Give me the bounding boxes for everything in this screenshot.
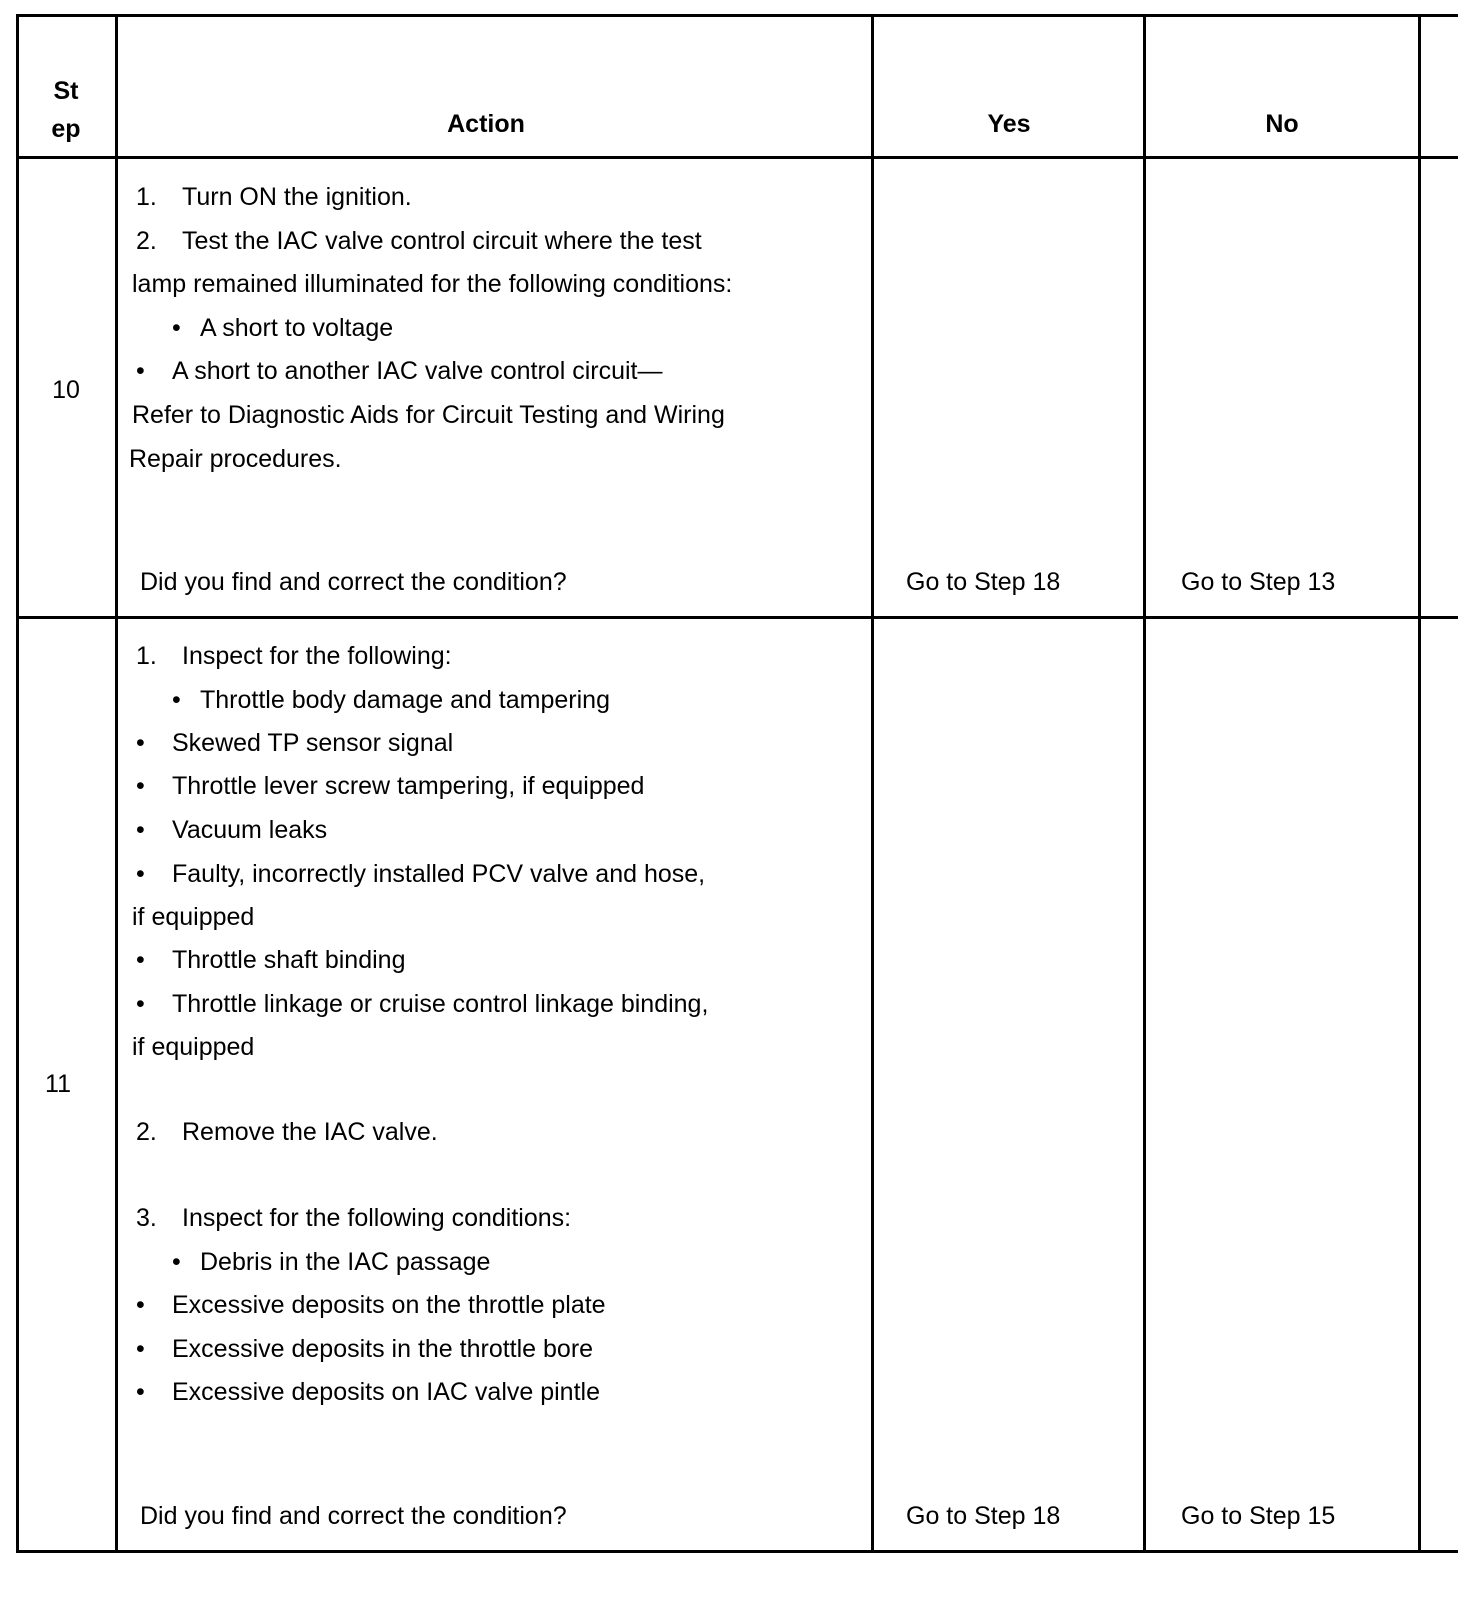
action-line xyxy=(136,728,453,758)
action-text: A short to voltage xyxy=(200,314,394,342)
header-step xyxy=(16,72,116,148)
header-no: No xyxy=(1265,110,1299,138)
action-text: Vacuum leaks xyxy=(172,816,328,844)
action-text: A short to another IAC valve control circuit— xyxy=(172,357,663,385)
row-divider xyxy=(16,616,1458,619)
action-text: if equipped xyxy=(132,903,255,931)
action-line xyxy=(172,685,610,715)
action-text: Test the IAC valve control circuit where the test xyxy=(182,227,702,255)
action-line xyxy=(132,1032,254,1062)
action-line xyxy=(132,400,725,430)
header-action: Action xyxy=(447,110,525,138)
action-line xyxy=(136,945,405,975)
col-divider-step xyxy=(115,14,118,1553)
action-text: Throttle body damage and tampering xyxy=(200,686,610,714)
bullet-marker: • xyxy=(136,772,145,800)
list-marker: 1. xyxy=(136,183,157,211)
yes-result: Go to Step 18 xyxy=(906,568,1061,596)
question-text: Did you find and correct the condition? xyxy=(140,568,567,596)
list-marker: 2. xyxy=(136,1118,157,1146)
bullet-marker: • xyxy=(136,946,145,974)
col-divider-action xyxy=(871,14,874,1553)
list-marker: 1. xyxy=(136,642,157,670)
col-divider-yes xyxy=(1143,14,1146,1553)
list-marker: 2. xyxy=(136,227,157,255)
action-line xyxy=(136,356,663,386)
bullet-marker: • xyxy=(136,729,145,757)
bullet-marker: • xyxy=(136,1335,145,1363)
header-yes: Yes xyxy=(987,110,1031,138)
header-divider xyxy=(16,156,1458,159)
step-number: 11 xyxy=(45,1070,71,1098)
action-line xyxy=(136,815,327,845)
action-text: if equipped xyxy=(132,1033,255,1061)
bullet-marker: • xyxy=(136,990,145,1018)
action-line xyxy=(136,1334,593,1364)
action-line xyxy=(136,226,702,256)
bullet-marker: • xyxy=(136,816,145,844)
action-line xyxy=(136,1377,600,1407)
header-step-top: St xyxy=(53,77,79,105)
action-text: Excessive deposits on IAC valve pintle xyxy=(172,1378,600,1406)
question-text: Did you find and correct the condition? xyxy=(140,1502,567,1530)
action-line xyxy=(136,859,705,889)
action-text: Throttle linkage or cruise control linkage binding, xyxy=(172,990,709,1018)
bullet-marker: • xyxy=(172,686,181,714)
no-result: Go to Step 13 xyxy=(1181,568,1336,596)
bullet-marker: • xyxy=(136,1291,145,1319)
table-border-left xyxy=(16,14,19,1553)
bullet-marker: • xyxy=(136,1378,145,1406)
bullet-marker: • xyxy=(172,314,181,342)
table-border-right xyxy=(1418,14,1421,1553)
action-line xyxy=(136,641,452,671)
header-step-bottom: ep xyxy=(51,115,81,143)
action-text: Inspect for the following conditions: xyxy=(182,1204,572,1232)
action-text: Debris in the IAC passage xyxy=(200,1248,491,1276)
action-text: Skewed TP sensor signal xyxy=(172,729,454,757)
bullet-marker: • xyxy=(136,357,145,385)
table-border-top xyxy=(16,14,1458,17)
action-text: Excessive deposits on the throttle plate xyxy=(172,1291,606,1319)
action-line xyxy=(136,1290,606,1320)
action-line xyxy=(136,989,708,1019)
action-line xyxy=(132,902,254,932)
no-result: Go to Step 15 xyxy=(1181,1502,1336,1530)
list-marker: 3. xyxy=(136,1204,157,1232)
action-line xyxy=(129,444,342,474)
action-text: Faulty, incorrectly installed PCV valve and hose, xyxy=(172,860,706,888)
step-number: 10 xyxy=(52,376,80,404)
action-line xyxy=(136,182,412,212)
action-text: Throttle shaft binding xyxy=(172,946,406,974)
table-border-bottom xyxy=(16,1550,1458,1553)
action-text: Throttle lever screw tampering, if equipped xyxy=(172,772,645,800)
action-text: Excessive deposits in the throttle bore xyxy=(172,1335,594,1363)
bullet-marker: • xyxy=(136,860,145,888)
diagnostic-table xyxy=(16,14,1458,1594)
action-text: Remove the IAC valve. xyxy=(182,1118,438,1146)
action-line xyxy=(172,313,393,343)
action-text: Repair procedures. xyxy=(129,445,342,473)
action-line xyxy=(132,269,732,299)
action-line xyxy=(172,1247,490,1277)
bullet-marker: • xyxy=(172,1248,181,1276)
action-line xyxy=(136,771,644,801)
yes-result: Go to Step 18 xyxy=(906,1502,1061,1530)
action-line xyxy=(136,1203,571,1233)
action-text: lamp remained illuminated for the following conditions: xyxy=(132,270,733,298)
action-text: Inspect for the following: xyxy=(182,642,452,670)
action-text: Refer to Diagnostic Aids for Circuit Testing and Wiring xyxy=(132,401,725,429)
action-line xyxy=(136,1117,438,1147)
action-text: Turn ON the ignition. xyxy=(182,183,412,211)
